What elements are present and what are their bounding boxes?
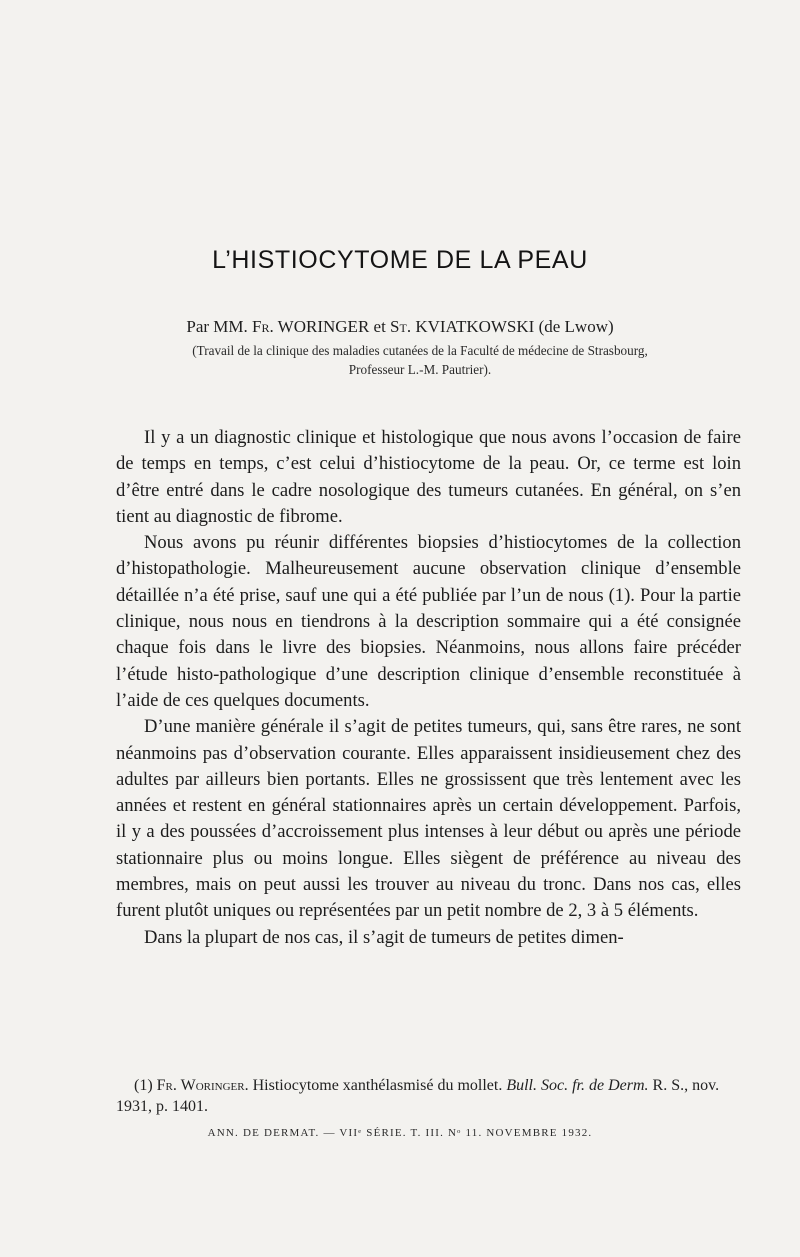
author-byline [0,317,800,337]
byline-prefix: Par MM. [186,317,253,336]
author1-initial: Fr. [252,317,274,336]
paragraph: D’une manière générale il s’agit de petites tumeurs, qui, sans être rares, ne sont néanmoins pas d’observation courante. Elles apparaissent insidieusement chez des adultes par ailleurs bien portants. Elles ne grossissent que très lentement avec les années et restent en général stationnaires après un certain développement. Parfois, il y a des poussées d’accroissement plus intenses à leur début ou après une période stationnaire plus ou moins longue. Elles siègent de préférence au niveau des membres, mais on peut aussi les trouver au niveau du tronc. Dans nos cas, elles furent plutôt uniques ou représentées par un petit nombre de 2, 3 à 5 éléments. [116,716,741,922]
article-title: L’HISTIOCYTOME DE LA PEAU [212,246,588,274]
footnote-marker: (1) [134,1077,157,1094]
affiliation-line: (Travail de la clinique des maladies cutanées de la Faculté de médecine de Strasbourg, [192,343,648,358]
article-body [116,425,741,951]
author2-name: KVIATKOWSKI (de Lwow) [411,317,614,336]
paragraph: Dans la plupart de nos cas, il s’agit de tumeurs de petites dimen- [144,926,624,948]
paragraph: Nous avons pu réunir différentes biopsies d’histiocytomes de la collection d’histopathologie. Malheureusement aucune observation clinique d’ensemble détaillée n’a été prise, sauf une qui a été publiée par l’un de nous (1). Pour la partie clinique, nous nous en tiendrons à la description sommaire qui a été consignée chaque fois dans le livre des biopsies. Néanmoins, nous allons faire précéder l’étude histo-pathologique d’une description clinique d’ensemble reconstituée à l’aide de ces quelques documents. [116,532,741,711]
footnote-author: Fr. Woringer. [156,1077,249,1094]
footnote [116,1075,746,1117]
paragraph: Il y a un diagnostic clinique et histologique que nous avons l’occasion de faire de temps en temps, c’est celui d’histiocytome de la peau. Or, ce terme est loin d’être entré dans le cadre nosologique des tumeurs cutanées. En général, on s’en tient au diagnostic de fibrome. [116,427,741,527]
affiliation-line: Professeur L.-M. Pautrier). [348,362,492,377]
footnote-journal: Bull. Soc. fr. de Derm. [506,1077,649,1094]
author2-initial: St. [390,317,412,336]
affiliation [110,341,730,379]
journal-running-footer: ANN. DE DERMAT. — VIIᵉ SÉRIE. T. III. Nᵒ 11. NOVEMBRE 1932. [207,1127,593,1139]
footnote-title: Histiocytome xanthélasmisé du mollet. [248,1077,507,1094]
author1-name: WORINGER et [273,317,391,336]
footnote-reference: R. S., nov. 1931, p. 1401. [116,1077,720,1115]
footnote-text [116,1075,746,1117]
